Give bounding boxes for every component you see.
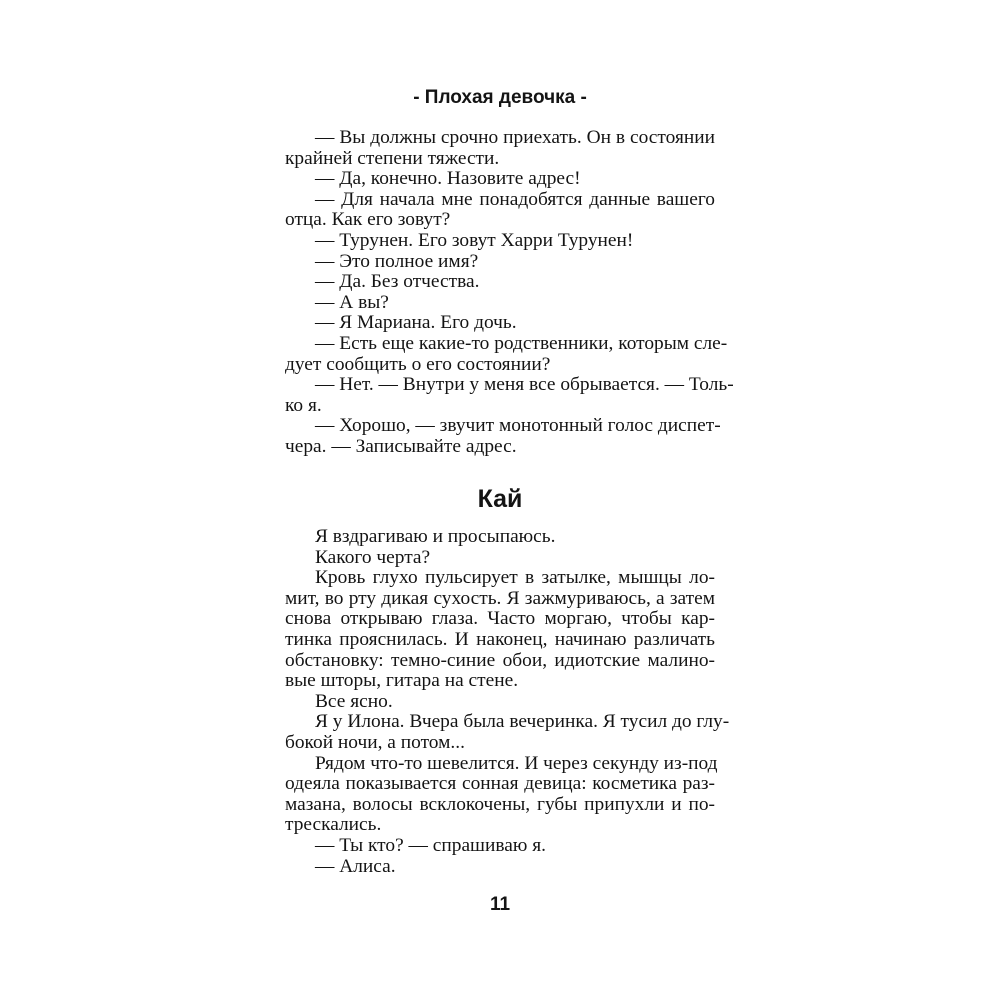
text-line: крайней степени тяжести. xyxy=(285,147,500,169)
running-head: - Плохая девочка - xyxy=(413,87,587,108)
text-line: — Да, конечно. Назовите адрес! xyxy=(315,168,581,190)
text-line: мазана, волосы всклокочены, губы припухли и по- xyxy=(285,793,715,815)
text-line: дует сообщить о его состоянии? xyxy=(285,353,551,375)
text-line: одеяла показывается сонная девица: косметика раз- xyxy=(285,773,715,795)
text-line: — Вы должны срочно приехать. Он в состоянии xyxy=(315,127,715,148)
text-line: — А вы? xyxy=(315,291,389,313)
page-number: 11 xyxy=(489,894,511,915)
text-line: Какого черта? xyxy=(315,546,431,568)
text-line: Рядом что-то шевелится. И через секунду из-под xyxy=(315,752,718,774)
text-line: обстановку: темно-синие обои, идиотские малино- xyxy=(285,649,715,671)
text-line: Кровь глухо пульсирует в затылке, мышцы ло- xyxy=(315,567,715,589)
text-line: — Это полное имя? xyxy=(315,250,479,272)
text-line: Я у Илона. Вчера была вечеринка. Я тусил до глу- xyxy=(315,711,730,733)
text-line: — Алиса. xyxy=(315,855,396,877)
text-line: — Ты кто? — спрашиваю я. xyxy=(315,834,546,856)
text-line: — Турунен. Его зовут Харри Турунен! xyxy=(315,229,634,251)
text-line: — Для начала мне понадобятся данные вашего xyxy=(315,188,715,210)
text-line: — Нет. — Внутри у меня все обрывается. — Толь- xyxy=(315,374,734,396)
narrative-section xyxy=(285,526,730,877)
text-line: — Я Мариана. Его дочь. xyxy=(315,312,517,334)
text-line: чера. — Записывайте адрес. xyxy=(285,435,517,457)
text-line: снова открываю глаза. Часто моргаю, чтобы кар- xyxy=(285,608,715,630)
text-line: — Да. Без отчества. xyxy=(315,271,480,293)
text-line: Я вздрагиваю и просыпаюсь. xyxy=(315,526,556,547)
text-line: трескались. xyxy=(285,814,382,836)
text-line: бокой ночи, а потом... xyxy=(285,731,465,753)
text-line: отца. Как его зовут? xyxy=(285,209,451,231)
text-line: ко я. xyxy=(285,394,322,416)
text-line: мит, во рту дикая сухость. Я зажмуриваюсь, а затем xyxy=(285,587,715,609)
dialogue-section xyxy=(285,127,734,458)
text-line: вые шторы, гитара на стене. xyxy=(285,670,519,692)
text-line: — Хорошо, — звучит монотонный голос диспет- xyxy=(315,415,721,437)
chapter-title: Кай xyxy=(477,485,523,513)
text-line: Все ясно. xyxy=(315,690,393,712)
text-line: — Есть еще какие-то родственники, которым сле- xyxy=(315,332,728,354)
text-line: тинка прояснилась. И наконец, начинаю различать xyxy=(285,628,715,650)
